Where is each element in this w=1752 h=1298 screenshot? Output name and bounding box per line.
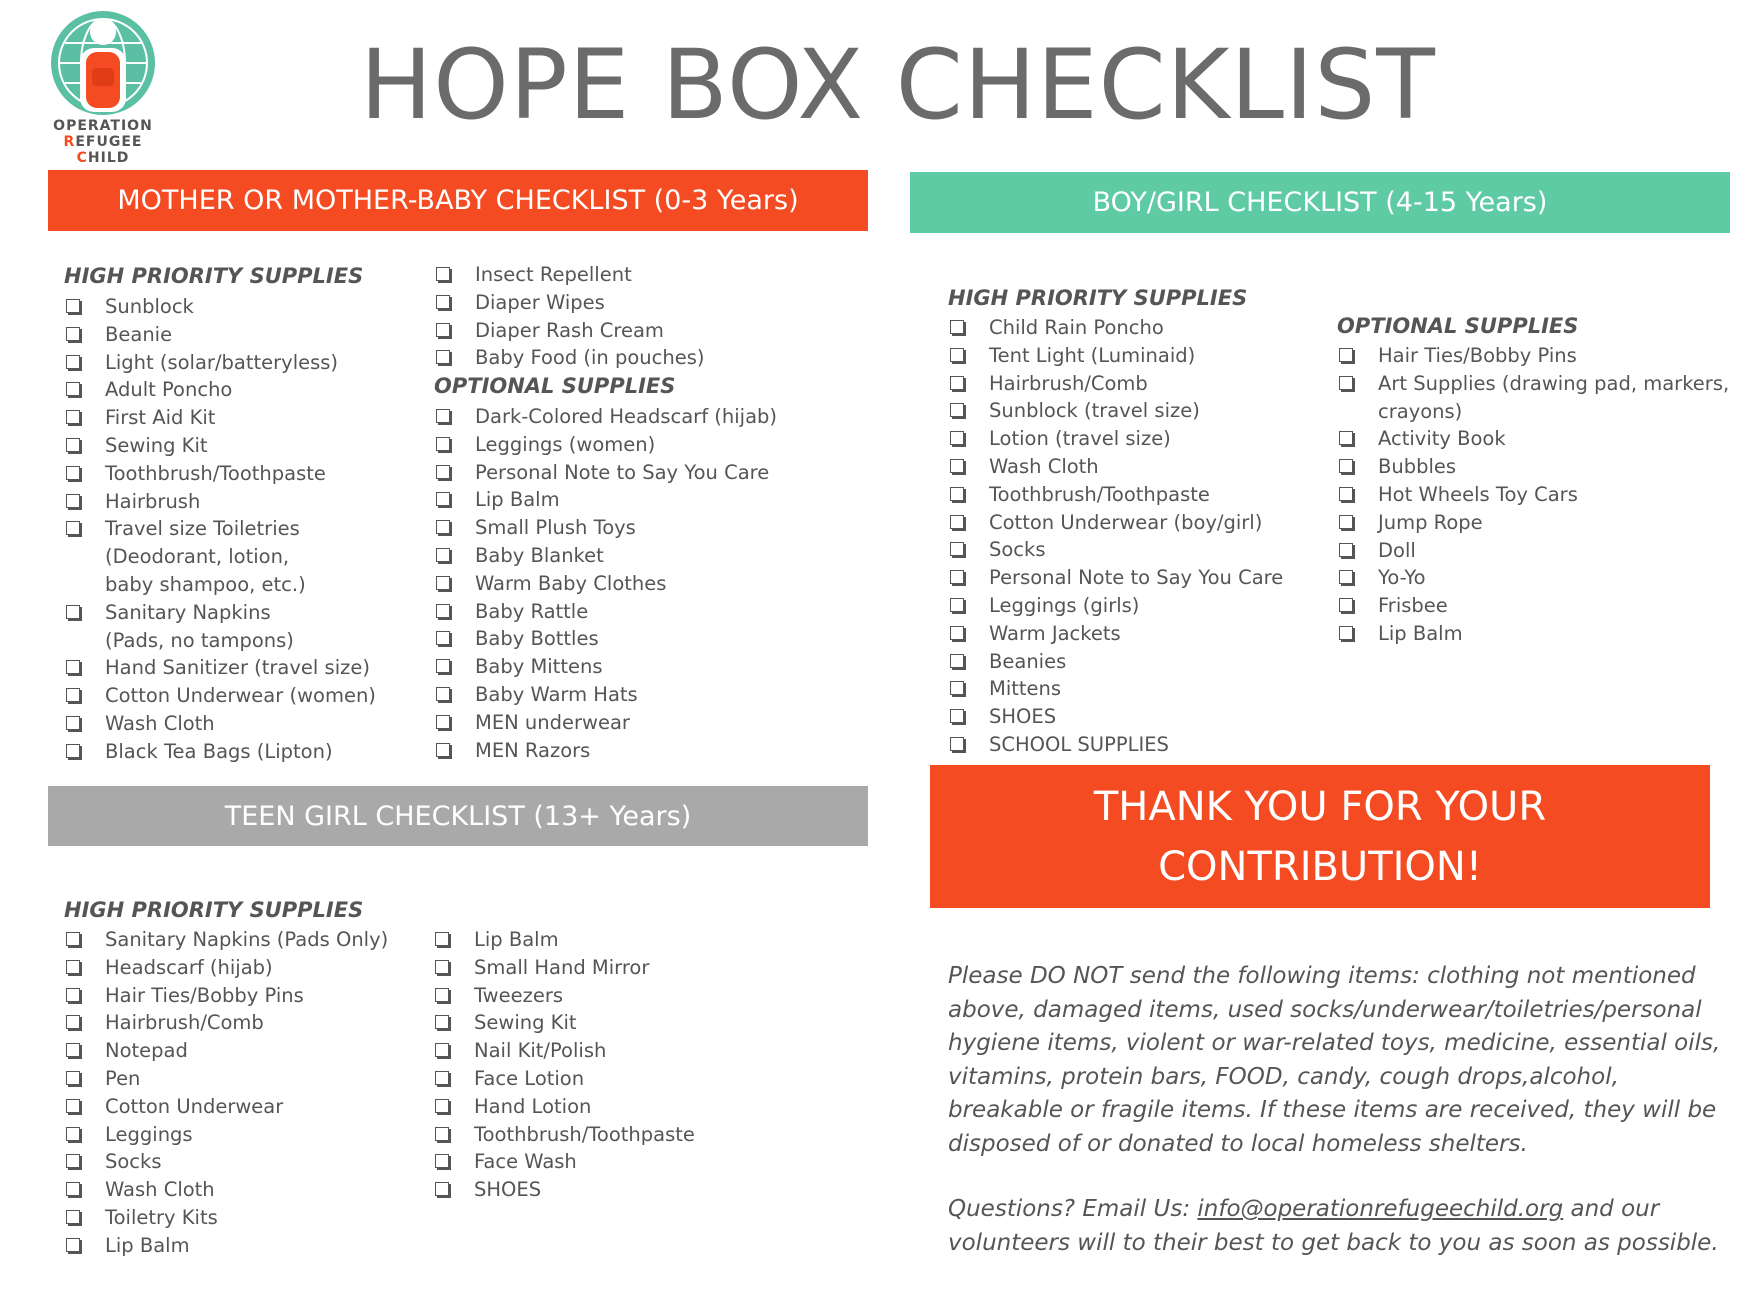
checklist-item <box>434 542 777 570</box>
checklist-item <box>948 564 1283 592</box>
checklist-item-label: MEN Razors <box>475 738 591 762</box>
checkbox[interactable] <box>436 409 450 423</box>
checklist-item-label: Mittens <box>989 677 1062 701</box>
checkbox[interactable] <box>66 960 80 974</box>
checklist-item <box>434 709 777 737</box>
checkbox[interactable] <box>950 681 964 695</box>
checklist-item <box>434 570 777 598</box>
checkbox[interactable] <box>1339 431 1353 445</box>
checkbox[interactable] <box>435 1127 449 1141</box>
checkbox[interactable] <box>950 403 964 417</box>
checklist-item <box>434 486 777 514</box>
thank-you-line-2: CONTRIBUTION! <box>1158 843 1482 890</box>
checkbox[interactable] <box>1339 626 1353 640</box>
checklist-item-label: Notepad <box>105 1039 188 1063</box>
checkbox[interactable] <box>66 521 80 535</box>
checkbox[interactable] <box>436 631 450 645</box>
checklist-item-label: Hairbrush/Comb <box>989 371 1148 395</box>
checklist-item-label: Face Wash <box>474 1150 577 1174</box>
checklist-item <box>1337 537 1729 565</box>
checkbox[interactable] <box>435 1182 449 1196</box>
checklist-item <box>433 1037 695 1065</box>
checkbox[interactable] <box>436 437 450 451</box>
checklist-item-label: Sanitary Napkins (Pads Only) <box>105 928 389 951</box>
checkbox[interactable] <box>435 1015 449 1029</box>
checklist-item-label: Diaper Rash Cream <box>475 318 664 342</box>
checklist-item <box>433 1176 695 1204</box>
logo-text-refugee: REFUGEE <box>63 134 143 150</box>
checklist-item <box>1337 564 1729 592</box>
checklist-item <box>64 571 376 599</box>
checklist-item-label: Cotton Underwear (women) <box>105 684 376 708</box>
checklist-item-label: Personal Note to Say You Care <box>989 566 1284 590</box>
checkbox[interactable] <box>436 687 450 701</box>
checklist-item <box>64 1009 388 1037</box>
checklist-item <box>948 592 1283 620</box>
checklist-item <box>433 1148 695 1176</box>
teen-list-col2 <box>433 926 695 1204</box>
checklist-item-label: crayons) <box>1378 399 1463 423</box>
checklist-item <box>434 514 777 542</box>
checkbox[interactable] <box>66 744 80 758</box>
checklist-item-label: Leggings (women) <box>475 432 656 456</box>
checkbox[interactable] <box>950 376 964 390</box>
checklist-item-label: Lip Balm <box>475 488 560 512</box>
checkbox[interactable] <box>66 299 80 313</box>
checklist-item-label: MEN underwear <box>475 710 630 734</box>
checklist-item-label: Bubbles <box>1378 455 1457 479</box>
checklist-item <box>64 321 376 349</box>
checkbox[interactable] <box>66 466 80 480</box>
mother-optional-list <box>434 403 777 764</box>
checklist-item-label: Baby Rattle <box>475 599 589 623</box>
checklist-item <box>64 954 388 982</box>
checklist-item-label: SHOES <box>474 1178 542 1202</box>
checkbox[interactable] <box>950 737 964 751</box>
checkbox[interactable] <box>66 1015 80 1029</box>
checklist-item <box>433 954 695 982</box>
checklist-item <box>1337 620 1729 648</box>
checklist-item <box>434 459 777 487</box>
checklist-item-label: Warm Baby Clothes <box>475 571 667 595</box>
checkbox[interactable] <box>950 709 964 723</box>
checklist-item <box>64 1204 388 1232</box>
checkbox[interactable] <box>436 715 450 729</box>
checkbox[interactable] <box>1339 348 1353 362</box>
checklist-item-label: Dark-Colored Headscarf (hijab) <box>475 405 778 428</box>
checklist-item-label: Socks <box>105 1150 162 1174</box>
checklist-item-label: Sewing Kit <box>105 433 208 457</box>
checklist-item-label: Activity Book <box>1378 427 1506 451</box>
checklist-item-label: Tweezers <box>474 983 564 1007</box>
checklist-item <box>434 344 705 372</box>
checklist-item-label: Doll <box>1378 538 1416 562</box>
checkbox[interactable] <box>436 465 450 479</box>
checklist-item-label: Travel size Toiletries <box>105 517 300 541</box>
checklist-item <box>434 431 777 459</box>
checkbox[interactable] <box>1339 598 1353 612</box>
checklist-item-label: Hair Ties/Bobby Pins <box>1378 344 1577 367</box>
checklist-item <box>948 453 1283 481</box>
checkbox[interactable] <box>436 604 450 618</box>
mother-checklist-banner: MOTHER OR MOTHER-BABY CHECKLIST (0-3 Years) <box>48 170 868 231</box>
checkbox[interactable] <box>66 716 80 730</box>
checkbox[interactable] <box>436 267 450 281</box>
checkbox[interactable] <box>66 494 80 508</box>
checklist-item <box>434 681 777 709</box>
checkbox[interactable] <box>66 1210 80 1224</box>
thank-you-line-1: THANK YOU FOR YOUR <box>1093 783 1547 830</box>
checklist-item <box>64 1148 388 1176</box>
checkbox[interactable] <box>1339 487 1353 501</box>
do-not-send-notice: Please DO NOT send the following items: clothing not mentioned above, damaged items, used socks/underwear/toiletries/personal hygiene items, violent or war-related toys, medicine, essential oils, vitamins, protein bars, FOOD, candy, cough drops,alcohol, breakable or fragile items. If these items are received, they will be disposed of or donated to local homeless shelters. <box>948 963 1721 1157</box>
checklist-item-label: Diaper Wipes <box>475 290 605 314</box>
checklist-item <box>948 397 1283 425</box>
logo-text-child: CHILD <box>76 150 130 166</box>
checkbox[interactable] <box>1339 543 1353 557</box>
checkbox[interactable] <box>950 626 964 640</box>
checklist-item <box>64 738 376 766</box>
checklist-item <box>64 543 376 571</box>
checklist-item-label: Hand Sanitizer (travel size) <box>105 656 370 680</box>
checklist-item-label: Face Lotion <box>474 1066 585 1090</box>
checklist-item <box>1337 481 1729 509</box>
checkbox[interactable] <box>66 355 80 369</box>
checklist-item-label: Toothbrush/Toothpaste <box>105 461 326 485</box>
checklist-item-label: Toothbrush/Toothpaste <box>474 1122 695 1146</box>
questions-prefix: Questions? Email Us: <box>948 1196 1198 1222</box>
checklist-item <box>434 598 777 626</box>
checklist-item-label: Beanies <box>989 649 1067 673</box>
checkbox[interactable] <box>436 323 450 337</box>
teen-high-priority-heading: HIGH PRIORITY SUPPLIES <box>64 898 364 922</box>
boy-girl-checklist-banner: BOY/GIRL CHECKLIST (4-15 Years) <box>910 172 1730 233</box>
checklist-item <box>64 376 376 404</box>
checkbox[interactable] <box>66 688 80 702</box>
checkbox[interactable] <box>66 605 80 619</box>
checklist-item <box>948 731 1283 759</box>
mother-high-priority-heading: HIGH PRIORITY SUPPLIES <box>64 264 364 288</box>
checkbox[interactable] <box>66 1099 80 1113</box>
checklist-item-label: Beanie <box>105 322 173 346</box>
checklist-item-label: Warm Jackets <box>989 621 1121 645</box>
checklist-item <box>64 654 376 682</box>
checkbox[interactable] <box>66 327 80 341</box>
checkbox[interactable] <box>436 548 450 562</box>
checklist-item-label: Headscarf (hijab) <box>105 955 273 979</box>
checklist-item <box>434 261 705 289</box>
checklist-item <box>64 1121 388 1149</box>
checklist-item-label: Lip Balm <box>1378 621 1463 645</box>
checklist-item <box>948 648 1283 676</box>
checklist-item-label: Baby Blanket <box>475 543 604 567</box>
checklist-item <box>64 1037 388 1065</box>
checkbox[interactable] <box>436 659 450 673</box>
checklist-item <box>948 675 1283 703</box>
checkbox[interactable] <box>66 1154 80 1168</box>
checkbox[interactable] <box>950 459 964 473</box>
checklist-item-label: Baby Mittens <box>475 655 603 679</box>
checklist-item <box>1337 425 1729 453</box>
checklist-item <box>64 1232 388 1260</box>
checklist-item <box>64 926 388 954</box>
checklist-item-label: Black Tea Bags (Lipton) <box>105 739 333 763</box>
checkbox[interactable] <box>950 542 964 556</box>
checklist-item <box>64 710 376 738</box>
checklist-item-label: Personal Note to Say You Care <box>475 460 770 484</box>
checkbox[interactable] <box>436 743 450 757</box>
checkbox[interactable] <box>436 350 450 364</box>
checklist-item <box>64 682 376 710</box>
checklist-item <box>948 536 1283 564</box>
checklist-item <box>948 620 1283 648</box>
checklist-item <box>64 627 376 655</box>
checklist-item-label: Wash Cloth <box>989 454 1099 478</box>
checkbox[interactable] <box>66 382 80 396</box>
checkbox[interactable] <box>1339 376 1353 390</box>
checklist-item-label: First Aid Kit <box>105 406 216 430</box>
checkbox[interactable] <box>66 410 80 424</box>
checklist-item <box>948 481 1283 509</box>
checkbox[interactable] <box>950 570 964 584</box>
checkbox[interactable] <box>66 438 80 452</box>
checkbox[interactable] <box>950 320 964 334</box>
checklist-item-label: Socks <box>989 538 1046 562</box>
checkbox[interactable] <box>66 932 80 946</box>
questions-contact <box>948 1193 1738 1260</box>
checklist-item <box>434 625 777 653</box>
checklist-item <box>64 1065 388 1093</box>
checklist-item-label: Sanitary Napkins <box>105 600 271 624</box>
globe-backpack-icon <box>48 8 158 118</box>
checklist-item <box>64 432 376 460</box>
checklist-item-label: Baby Food (in pouches) <box>475 346 705 370</box>
page-title: HOPE BOX CHECKLIST <box>360 29 1436 141</box>
checklist-item-label: baby shampoo, etc.) <box>105 572 306 596</box>
checklist-item-label: Baby Bottles <box>475 627 599 651</box>
checklist-item <box>64 293 376 321</box>
checklist-item <box>434 403 777 431</box>
checklist-item-label: Toothbrush/Toothpaste <box>989 482 1210 506</box>
checklist-item <box>948 425 1283 453</box>
checkbox[interactable] <box>950 431 964 445</box>
thank-you-banner <box>930 765 1710 908</box>
checkbox[interactable] <box>66 1127 80 1141</box>
checkbox[interactable] <box>1339 459 1353 473</box>
checklist-item-label: Art Supplies (drawing pad, markers, <box>1378 371 1730 395</box>
boy-girl-optional-heading: OPTIONAL SUPPLIES <box>1337 314 1579 338</box>
checklist-item <box>948 370 1283 398</box>
checklist-item <box>64 349 376 377</box>
checkbox[interactable] <box>66 1043 80 1057</box>
checkbox[interactable] <box>950 487 964 501</box>
checkbox[interactable] <box>66 988 80 1002</box>
checklist-item <box>1337 370 1729 398</box>
checklist-item-label: Nail Kit/Polish <box>474 1039 607 1063</box>
checklist-item-label: Wash Cloth <box>105 711 215 735</box>
checkbox[interactable] <box>950 348 964 362</box>
checklist-item-label: Hairbrush/Comb <box>105 1011 264 1035</box>
checklist-item <box>433 926 695 954</box>
checklist-item-label: Frisbee <box>1378 594 1448 618</box>
checklist-item-label: Toiletry Kits <box>105 1205 218 1229</box>
checklist-item-label: Lip Balm <box>474 928 559 951</box>
checklist-item-label: Cotton Underwear (boy/girl) <box>989 510 1263 534</box>
checklist-item-label: Small Hand Mirror <box>474 955 650 979</box>
mother-extra-list <box>434 261 705 372</box>
logo-text-operation: OPERATION <box>53 118 153 134</box>
checklist-item <box>434 737 777 765</box>
checklist-item-label: Hot Wheels Toy Cars <box>1378 482 1578 506</box>
checklist-item-label: Hand Lotion <box>474 1094 592 1118</box>
checklist-item <box>948 342 1283 370</box>
checklist-item-label: Cotton Underwear <box>105 1094 284 1118</box>
checklist-item <box>64 982 388 1010</box>
boy-girl-high-priority-heading: HIGH PRIORITY SUPPLIES <box>948 286 1248 310</box>
checklist-item <box>433 1093 695 1121</box>
checkbox[interactable] <box>950 598 964 612</box>
checkbox[interactable] <box>436 576 450 590</box>
checkbox[interactable] <box>435 960 449 974</box>
checkbox[interactable] <box>66 660 80 674</box>
checklist-item-label: Leggings <box>105 1122 193 1146</box>
mother-high-priority-list <box>64 293 376 766</box>
checkbox[interactable] <box>435 1099 449 1113</box>
checkbox[interactable] <box>435 1154 449 1168</box>
checklist-item <box>434 317 705 345</box>
checklist-item <box>1337 592 1729 620</box>
checklist-item-label: Pen <box>105 1066 141 1090</box>
checklist-item-label: Jump Rope <box>1378 510 1483 534</box>
checklist-item <box>948 703 1283 731</box>
checkbox[interactable] <box>435 1071 449 1085</box>
checklist-item-label: Hairbrush <box>105 489 201 513</box>
checkbox[interactable] <box>950 515 964 529</box>
boy-girl-high-priority-list <box>948 314 1283 759</box>
boy-girl-optional-list <box>1337 342 1729 648</box>
checklist-item <box>64 1176 388 1204</box>
checklist-item <box>433 1121 695 1149</box>
checklist-item-label: Sunblock (travel size) <box>989 399 1200 423</box>
checklist-item <box>948 509 1283 537</box>
checkbox[interactable] <box>436 492 450 506</box>
checklist-item-label: Light (solar/batteryless) <box>105 350 339 374</box>
checklist-item <box>948 314 1283 342</box>
logo <box>48 8 158 166</box>
contact-email-link[interactable]: info@operationrefugeechild.org <box>1197 1196 1564 1222</box>
checkbox[interactable] <box>66 1238 80 1252</box>
checklist-item <box>64 488 376 516</box>
checkbox[interactable] <box>1339 570 1353 584</box>
checklist-item <box>64 515 376 543</box>
checkbox[interactable] <box>950 654 964 668</box>
questions-suffix: and our volunteers will to their best to get back to you as soon as possible. <box>948 1196 1719 1256</box>
checklist-item-label: Hair Ties/Bobby Pins <box>105 983 304 1007</box>
checklist-item <box>433 982 695 1010</box>
checklist-item <box>64 404 376 432</box>
checklist-item-label: Lip Balm <box>105 1233 190 1257</box>
checklist-item-label: Leggings (girls) <box>989 593 1140 617</box>
checklist-item-label: Small Plush Toys <box>475 516 636 540</box>
checklist-item-label: Sewing Kit <box>474 1011 577 1035</box>
checklist-item-label: Baby Warm Hats <box>475 682 638 706</box>
mother-optional-heading: OPTIONAL SUPPLIES <box>434 374 676 398</box>
checklist-item <box>64 460 376 488</box>
checklist-item <box>64 599 376 627</box>
checklist-item <box>433 1065 695 1093</box>
checklist-item <box>434 289 705 317</box>
checklist-item-label: SCHOOL SUPPLIES <box>989 732 1169 756</box>
checklist-item <box>434 653 777 681</box>
checklist-item-label: Wash Cloth <box>105 1178 215 1202</box>
checkbox[interactable] <box>435 988 449 1002</box>
checklist-item-label: Lotion (travel size) <box>989 427 1171 451</box>
checklist-item-label: (Pads, no tampons) <box>105 628 294 652</box>
teen-list-col1 <box>64 926 388 1260</box>
checkbox[interactable] <box>436 520 450 534</box>
checkbox[interactable] <box>436 295 450 309</box>
checklist-item-label: Tent Light (Luminaid) <box>989 343 1196 367</box>
checklist-item-label: Sunblock <box>105 295 194 318</box>
checklist-item-label: Yo-Yo <box>1378 566 1426 590</box>
checkbox[interactable] <box>66 1182 80 1196</box>
checkbox[interactable] <box>1339 515 1353 529</box>
checklist-item-label: (Deodorant, lotion, <box>105 545 290 569</box>
checklist-item <box>1337 398 1729 426</box>
checklist-item-label: Insect Repellent <box>475 263 632 286</box>
checklist-item <box>1337 342 1729 370</box>
checkbox[interactable] <box>435 932 449 946</box>
checklist-item-label: Child Rain Poncho <box>989 316 1164 339</box>
checklist-item <box>433 1009 695 1037</box>
checklist-item <box>64 1093 388 1121</box>
checklist-item-label: SHOES <box>989 705 1057 729</box>
checkbox[interactable] <box>435 1043 449 1057</box>
checkbox[interactable] <box>66 1071 80 1085</box>
checklist-item-label: Adult Poncho <box>105 378 233 402</box>
checklist-item <box>1337 509 1729 537</box>
checklist-item <box>1337 453 1729 481</box>
teen-checklist-banner: TEEN GIRL CHECKLIST (13+ Years) <box>48 786 868 846</box>
